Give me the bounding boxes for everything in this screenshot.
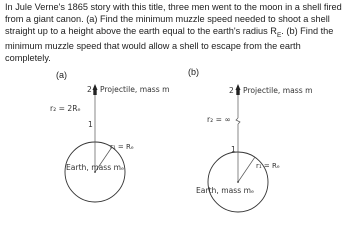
projectile-body-a — [93, 89, 96, 95]
projectile-label-a: Projectile, mass m — [100, 85, 170, 94]
r2-label-b: r₂ = ∞ — [207, 115, 231, 124]
panel-a-label: (a) — [56, 70, 67, 80]
axis-break-b — [236, 118, 240, 124]
point-2-a: 2 — [87, 85, 92, 94]
r2-label-a: r₂ = 2Rₑ — [50, 104, 81, 113]
projectile-body-b — [236, 89, 239, 95]
problem-rest: . (b) Find the minimum muzzle speed that would allow a shell to escape from the earth completely. — [5, 25, 334, 64]
problem-intro: In Jule Verne's 1865 story with this title, three men went to the moon in a shell fired from a giant canon. (a) Find the minimum muzzle speed needed to shoot a shell straight up to a height above the earth equal to the earth's radius R — [5, 2, 342, 36]
r1-label-a: r₁ = Rₑ — [110, 143, 134, 151]
point-1-a: 1 — [88, 120, 93, 129]
projectile-label-b: Projectile, mass m — [243, 86, 313, 95]
r1-label-b: r₁ = Rₑ — [256, 162, 280, 170]
point-1-b: 1 — [231, 145, 236, 154]
point-2-b: 2 — [229, 86, 234, 95]
earth-label-b: Earth, mass mₑ — [196, 186, 255, 195]
center-dot-b — [237, 181, 239, 183]
earth-label-a: Earth, mass mₑ — [66, 163, 125, 172]
panel-b-label: (b) — [188, 67, 199, 77]
radius-subscript: E — [276, 31, 282, 39]
radius-b — [238, 157, 255, 182]
